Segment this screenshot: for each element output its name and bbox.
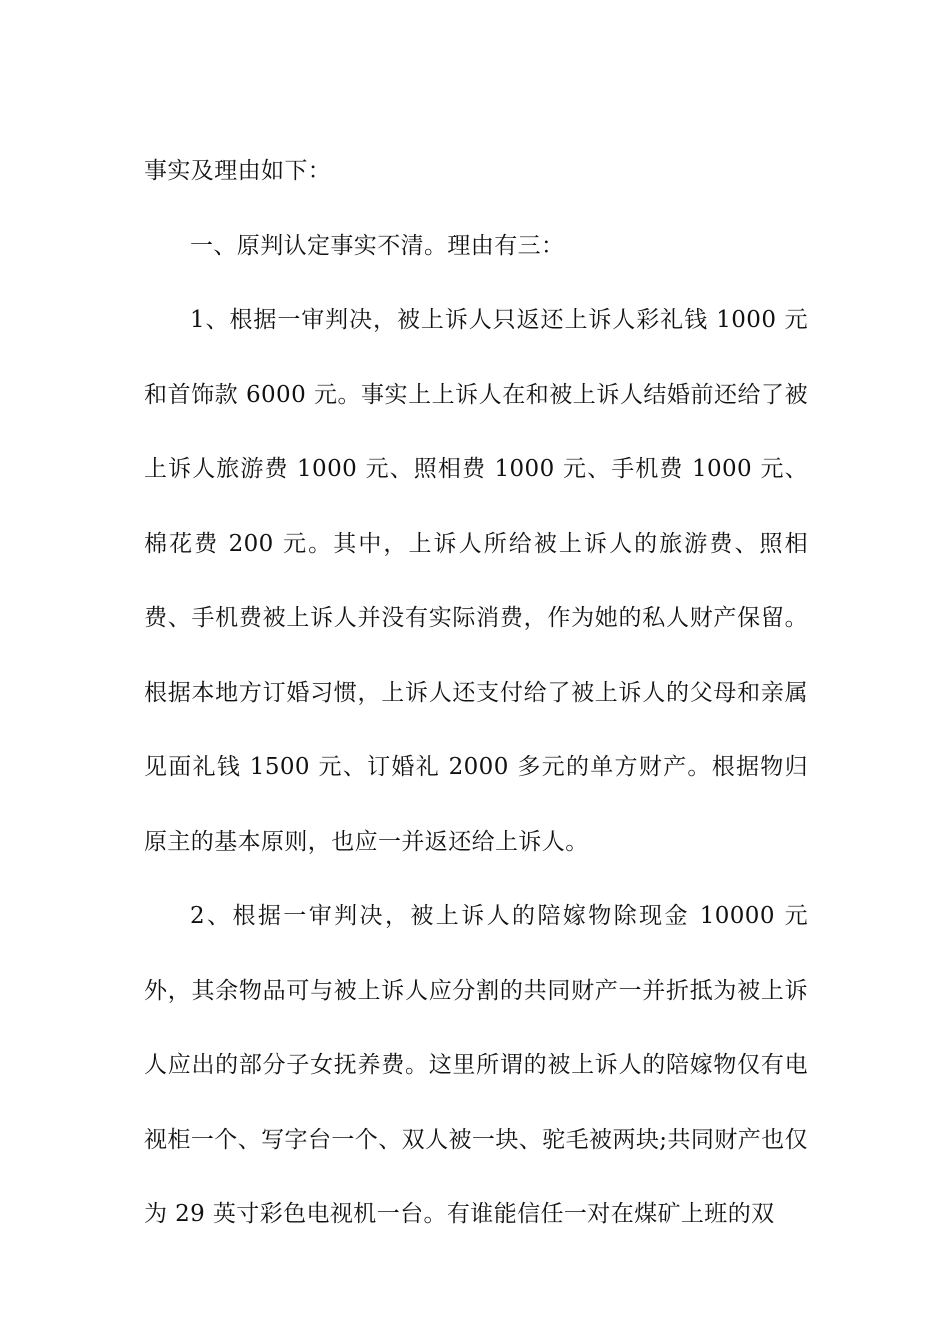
paragraph-point-one: 1、根据一审判决，被上诉人只返还上诉人彩礼钱 1000 元和首饰款 6000 元。事实上上诉人在和被上诉人结婚前还给了被上诉人旅游费 1000 元、照相费 1000 元、手机费 1000 元、棉花费 200 元。其中，上诉人所给被上诉人的旅游费、照相费、手机费被上诉人并没有实际消费，作为她的私人财产保留。根据本地方订婚习惯，上诉人还支付给了被上诉人的父母和亲属见面礼钱 1500 元、订婚礼 2000 多元的单方财产。根据物归原主的基本原则，也应一并返还给上诉人。 (144, 307, 808, 855)
paragraph-point-two: 2、根据一审判决，被上诉人的陪嫁物除现金 10000 元外，其余物品可与被上诉人应分割的共同财产一并折抵为被上诉人应出的部分子女抚养费。这里所谓的被上诉人的陪嫁物仅有电视柜一个、写字台一个、双人被一块、驼毛被两块;共同财产也仅为 29 英寸彩色电视机一台。有谁能信任一对在煤矿上班的双 (144, 903, 808, 1227)
document-body (144, 134, 808, 1252)
paragraph-section-one: 一、原判认定事实不清。理由有三： (190, 232, 565, 259)
paragraph-facts-heading: 事实及理由如下： (144, 158, 332, 184)
